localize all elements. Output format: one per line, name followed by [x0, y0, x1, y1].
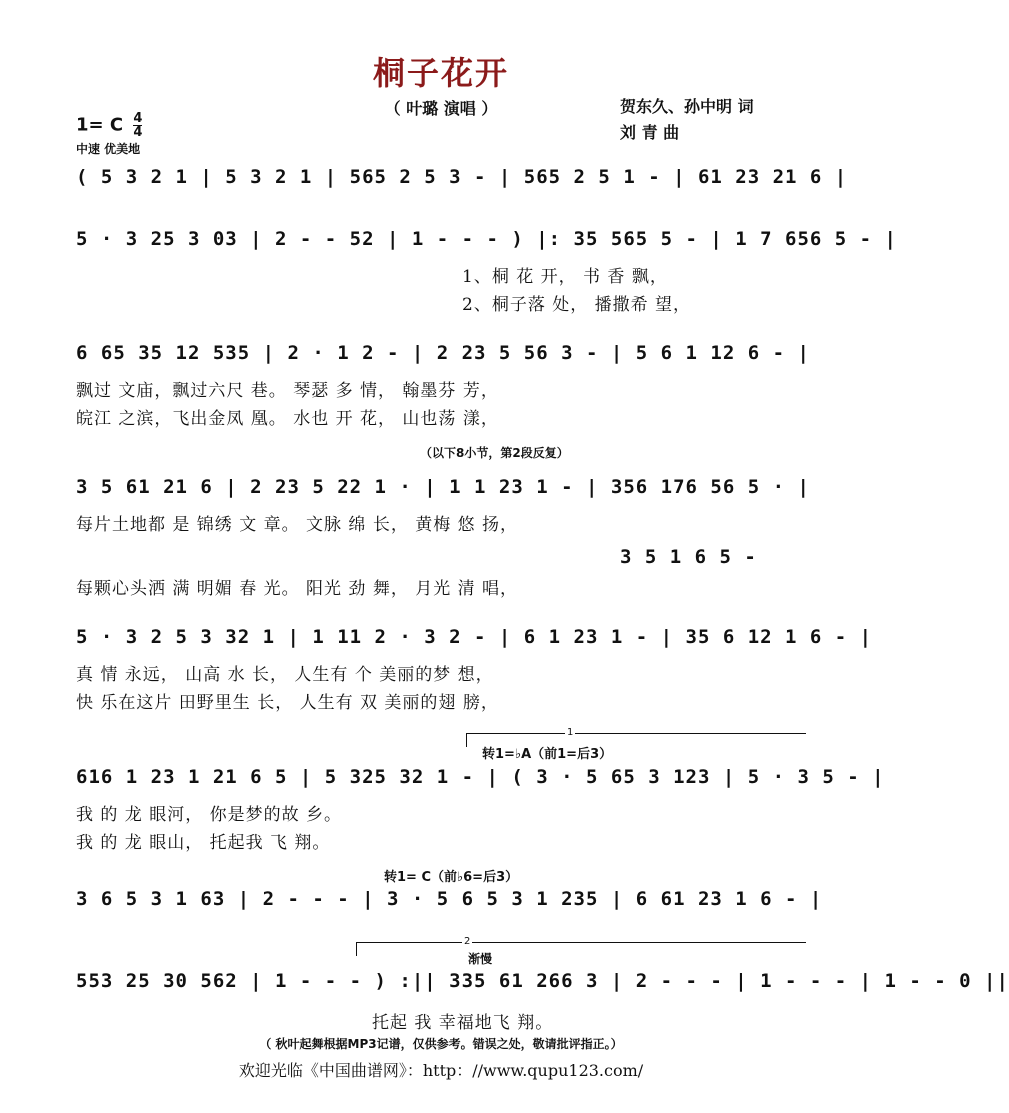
notation-line: 553 25 30 562 | 1 - - - ) :|| 335 61 266 3 | 2 - - - | 1 - - - | 1 - - 0 ||: [76, 970, 1009, 992]
lyric-verse-1: 飘过 文庙，飘过六尺 巷。 琴瑟 多 情， 翰墨芬 芳，: [76, 381, 499, 401]
site-footer: 欢迎光临《中国曲谱网》：http：//www.qupu123.com/: [238, 1061, 644, 1080]
notation-line: 616 1 23 1 21 6 5 | 5 325 32 1 - | ( 3 · 5 65 3 123 | 5 · 3 5 - |: [76, 766, 885, 788]
lyric-verse-1: 我 的 龙 眼河， 你是梦的故 乡。: [76, 805, 343, 825]
key-label: 1= C: [76, 114, 124, 136]
alternate-notes: 3 5 1 6 5 -: [620, 546, 757, 568]
lyric-verse-2: 2、桐子落 处， 播撒希 望，: [462, 295, 692, 315]
lyric-verse-2: 我 的 龙 眼山， 托起我 飞 翔。: [76, 833, 331, 853]
key-change-annotation: 转1=♭A（前1=后3）: [482, 747, 613, 762]
notation-line: 6 65 35 12 535 | 2 · 1 2 - | 2 23 5 56 3 - | 5 6 1 12 6 - |: [76, 342, 810, 364]
tempo-change-annotation: 渐慢: [468, 952, 493, 966]
lyric-verse-1: 1、桐 花 开， 书 香 飘，: [462, 267, 668, 287]
lyric-verse-1: 托起 我 幸福地飞 翔。: [372, 1013, 554, 1033]
notation-line: ( 5 3 2 1 | 5 3 2 1 | 565 2 5 3 - | 565 2 5 1 - | 61 23 21 6 |: [76, 166, 848, 188]
transcription-note: （ 秋叶起舞根据MP3记谱，仅供参考。错误之处，敬请批评指正。）: [259, 1037, 623, 1051]
repeat-annotation: （以下8小节，第2段反复）: [420, 446, 569, 460]
lyricist-credit: 贺东久、孙中明 词: [620, 97, 754, 116]
lyric-verse-1: 真 情 永远， 山高 水 长， 人生有 个 美丽的梦 想，: [76, 665, 494, 685]
volta-label-2: 2: [464, 936, 471, 947]
page-title: 桐子花开: [372, 54, 509, 92]
volta-bracket-2-start: [356, 942, 357, 956]
volta-bracket-1-start: [466, 733, 467, 747]
volta-label-1: 1: [567, 727, 574, 738]
lyric-verse-2: 皖江 之滨，飞出金凤 凰。 水也 开 花， 山也荡 漾，: [76, 409, 499, 429]
notation-line: 5 · 3 25 3 03 | 2 - - 52 | 1 - - - ) |: 35 565 5 - | 1 7 656 5 - |: [76, 228, 897, 250]
tempo-marking: 中速 优美地: [76, 142, 141, 156]
lyric-verse-2: 每颗心头洒 满 明媚 春 光。 阳光 劲 舞， 月光 清 唱，: [76, 579, 519, 599]
volta-bracket-2: [356, 942, 806, 943]
notation-line: 3 6 5 3 1 63 | 2 - - - | 3 · 5 6 5 3 1 235 | 6 61 23 1 6 - |: [76, 888, 823, 910]
singer-credit: （ 叶璐 演唱 ）: [384, 99, 498, 118]
key-change-annotation: 转1= C（前♭6=后3）: [384, 870, 519, 885]
lyric-verse-2: 快 乐在这片 田野里生 长， 人生有 双 美丽的翅 膀，: [76, 693, 499, 713]
time-signature: [133, 112, 142, 139]
lyric-verse-1: 每片土地都 是 锦绣 文 章。 文脉 绵 长， 黄梅 悠 扬，: [76, 515, 519, 535]
volta-bracket-1: [466, 733, 806, 734]
composer-credit: 刘 青 曲: [620, 123, 680, 142]
time-sig-top: 4: [133, 111, 143, 126]
time-sig-bottom: 4: [133, 125, 143, 140]
notation-line: 3 5 61 21 6 | 2 23 5 22 1 · | 1 1 23 1 - | 356 176 56 5 · |: [76, 476, 810, 498]
notation-line: 5 · 3 2 5 3 32 1 | 1 11 2 · 3 2 - | 6 1 23 1 - | 35 6 12 1 6 - |: [76, 626, 873, 648]
key-signature: [76, 112, 142, 139]
